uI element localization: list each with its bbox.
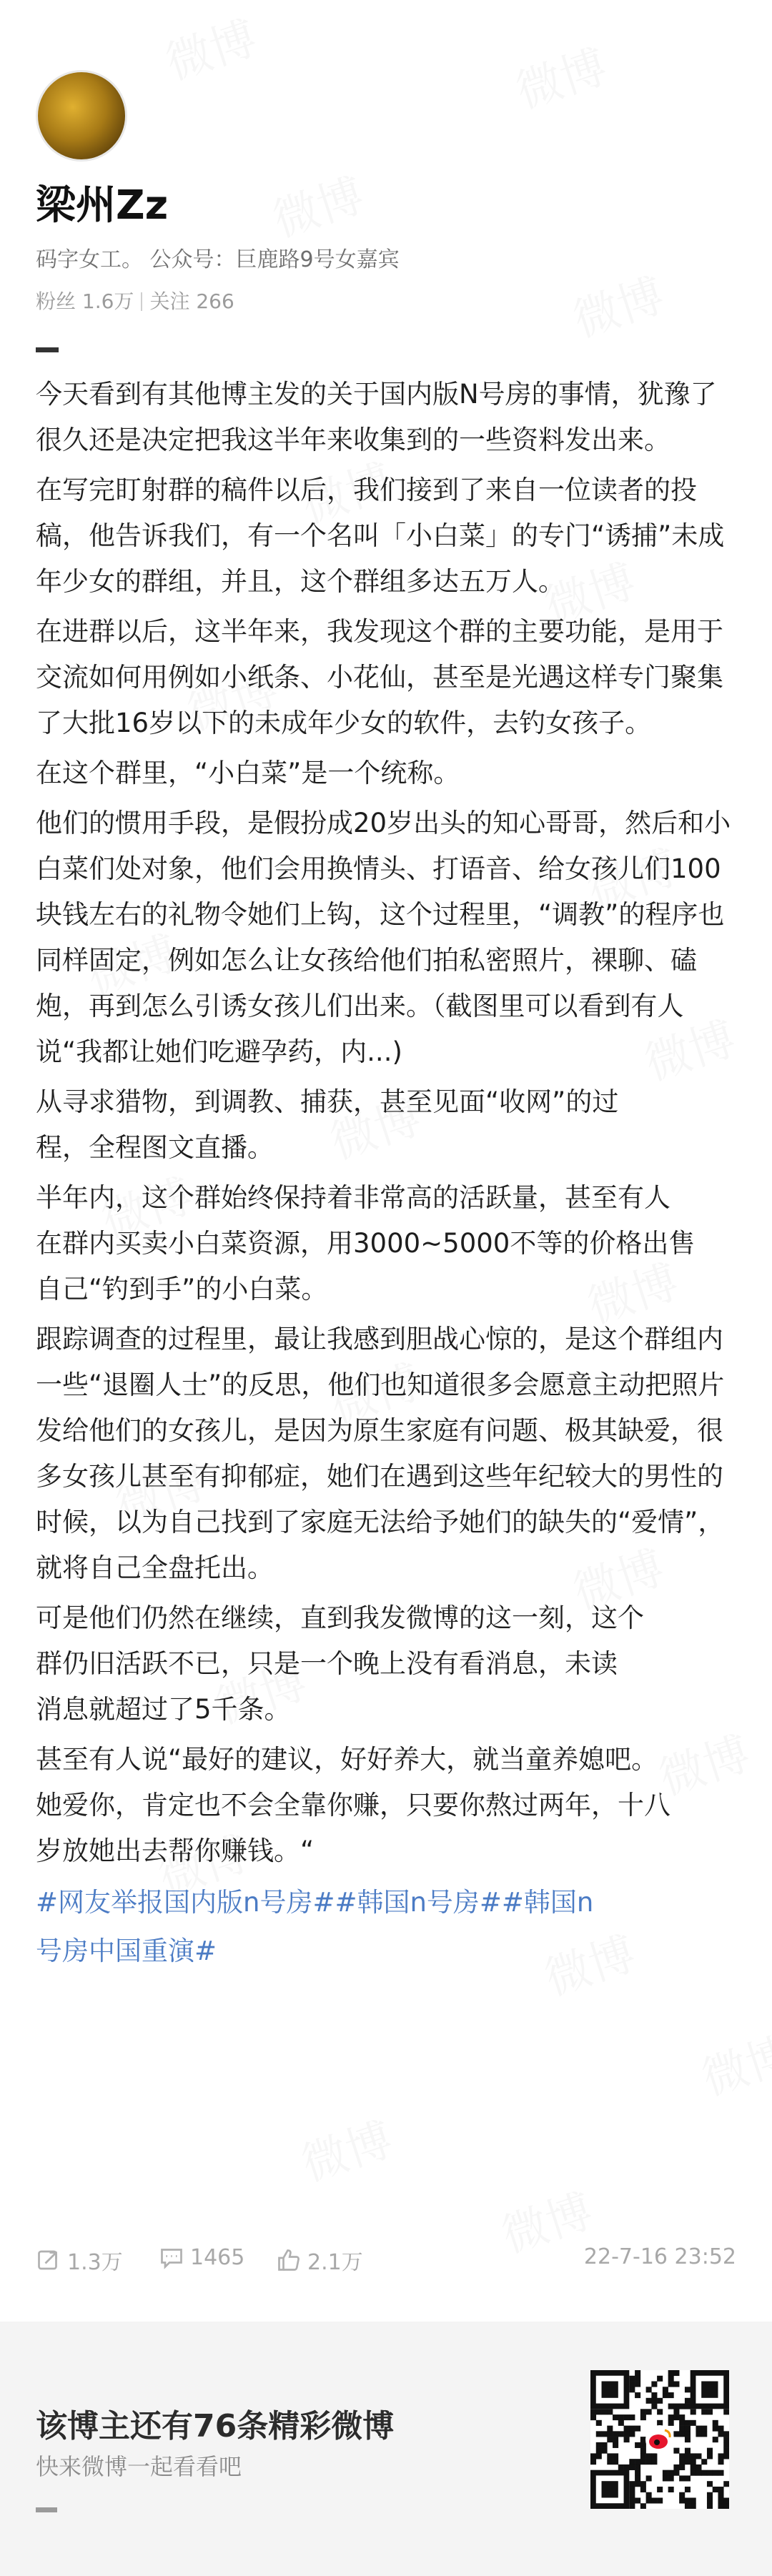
weibo-logo-icon [645,2425,674,2454]
stats-divider [141,292,142,311]
post-meta [36,2244,736,2280]
like-button[interactable] [276,2244,363,2276]
post-paragraph: 他们的惯用手段，是假扮成20岁出头的知心哥哥，然后和小白菜们处对象，他们会用换情头、打语音、给女孩儿们100块钱左右的礼物令她们上钩，这个过程里，“调教”的程序也同样固定，例如怎么让女孩给他们拍私密照片，裸聊、磕炮，再到怎么引诱女孩儿们出来。（截图里可以看到有人说“我都让她们吃避孕药，内...) [36,808,731,1067]
repost-count: 1.3万 [67,2250,123,2275]
avatar[interactable] [36,70,127,162]
post-paragraph: 半年内，这个群始终保持着非常高的活跃量，甚至有人 在群内买卖小白菜资源，用3000~5000不等的价格出售 自己“钓到手”的小白菜。 [36,1182,696,1304]
promo-footer [0,2322,772,2576]
following-count[interactable]: 关注 266 [149,289,234,313]
footer-divider [36,2507,57,2512]
hashtag-links[interactable]: #网友举报国内版n号房##韩国n号房##韩国n 号房中国重演# [36,1887,594,1966]
comment-button[interactable] [159,2244,244,2270]
weibo-watermark [693,2017,772,2108]
user-name[interactable]: 梁州Zz [36,182,169,229]
post-timestamp: 22-7-16 23:52 [583,2244,736,2269]
post-paragraph: 在这个群里，“小白菜”是一个统称。 [36,758,460,788]
repost-icon [36,2247,61,2273]
repost-button[interactable] [36,2244,123,2276]
post-paragraph: 跟踪调查的过程里，最让我感到胆战心惊的，是这个群组内一些“退圈人士”的反思，他们也知道很多会愿意主动把照片发给他们的女孩儿，是因为原生家庭有问题、极其缺爱，很多女孩儿甚至有抑郁症，她们在遇到这些年纪较大的男性的时候，以为自己找到了家庭无法给予她们的缺失的“爱情”，就将自己全盘托出。 [36,1324,725,1583]
promo-title: 该博主还有76条精彩微博 [36,2408,395,2444]
promo-subtitle: 快来微博一起看看吧 [36,2453,242,2480]
profile-header [36,70,736,352]
post-paragraph: 今天看到有其他博主发的关于国内版N号房的事情，犹豫了很久还是决定把我这半年来收集到的一些资料发出来。 [36,379,717,455]
user-bio: 码字女工。 公众号：巨鹿路9号女嘉宾 [36,247,400,272]
comment-count: 1465 [190,2244,245,2270]
qr-code-graphic [590,2370,729,2509]
section-divider [36,347,59,352]
post-paragraph: 可是他们仍然在继续，直到我发微博的这一刻，这个 群仍旧活跃不已，只是一个晚上没有看消息，未读 消息就超过了5千条。 [36,1602,644,1725]
weibo-watermark [292,2103,400,2194]
comment-icon [159,2244,184,2270]
post-paragraph: 从寻求猎物，到调教、捕获，甚至见面“收网”的过 程，全程图文直播。 [36,1086,619,1163]
post-paragraph: 在写完盯射群的稿件以后，我们接到了来自一位读者的投稿，他告诉我们，有一个名叫「小白菜」的专门“诱捕”未成年少女的群组，并且，这个群组多达五万人。 [36,475,725,597]
qr-code[interactable] [590,2370,729,2509]
like-count: 2.1万 [307,2250,363,2275]
user-stats [36,287,736,316]
like-icon [276,2247,302,2273]
post-paragraph: 在进群以后，这半年来，我发现这个群的主要功能，是用于交流如何用例如小纸条、小花仙，甚至是光遇这样专门聚集了大批16岁以下的未成年少女的软件，去钓女孩子。 [36,616,723,738]
fans-count[interactable]: 粉丝 1.6万 [36,289,134,313]
post-body [36,372,740,1976]
post-paragraph: 甚至有人说“最好的建议，好好养大，就当童养媳吧。 她爱你，肯定也不会全靠你赚，只要你熬过两年，十八 岁放她出去帮你赚钱。“ [36,1744,670,1866]
